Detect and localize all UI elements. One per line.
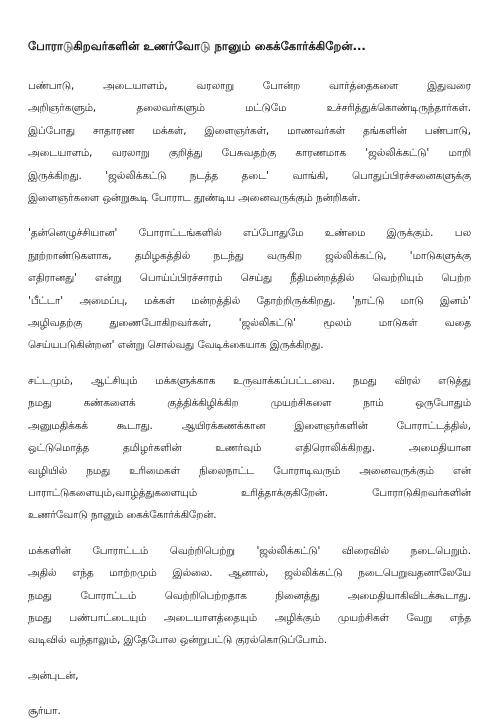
letter-closing: அன்புடன், (28, 669, 79, 682)
paragraph-line: பண்பாடு, அடையாளம், வரலாறு போன்ற வார்த்தைகளை இதுவரை (28, 80, 471, 92)
paragraph-line: ஒட்டுமொத்த தமிழர்களின் உணர்வும் எதிரொலிக்கிறது. அமைதியான (28, 442, 471, 455)
paragraph-line: எதிரானது' என்று பொய்ப்பிரச்சாரம் செய்து நீதிமன்றத்தில் வெற்றியும் பெற்ற (28, 272, 471, 285)
letter-body (28, 75, 471, 652)
paragraph-line: நமது போராட்டம் வெற்றிபெற்றதாக நினைத்து அமைதியாகிவிடக்கூடாது. (28, 589, 471, 602)
paragraph-line: அறிஞர்களும், தலைவர்களும் மட்டுமே உச்சரித்துக்கொண்டிருந்தார்கள். (28, 102, 471, 115)
paragraph-line: பாராட்டுகளையும்,வாழ்த்துகளையும் உரித்தாக்குகிறேன். போராடுகிறவர்களின் (28, 486, 471, 499)
paragraph-line: நூற்றாண்டுகளாக, தமிழகத்தில் நடந்து வருகிற ஜல்லிக்கட்டு, 'மாடுகளுக்கு (28, 249, 471, 262)
paragraph-3 (28, 370, 471, 527)
letter-signature: சூர்யா. (28, 704, 61, 717)
paragraph-line: நமது பண்பாட்டையும் அடையாளத்தையும் அழிக்கும் முயற்சிகள் வேறு எந்த (28, 611, 471, 624)
paragraph-line: 'பீட்டா' அமைப்பு, மக்கள் மன்றத்தில் தோற்றிருக்கிறது. 'நாட்டு மாடு இனம்' (28, 294, 471, 307)
paragraph-line: இப்போது சாதாரண மக்கள், இளைஞர்கள், மாணவர்கள் தங்களின் பண்பாடு, (28, 124, 471, 137)
paragraph-line: 'தன்னெழுச்சியான' போராட்டங்களில் எப்போதுமே உண்மை இருக்கும். பல (28, 227, 471, 240)
letter-title: போராடுகிறவர்களின் உணர்வோடு நானும் கைக்கோர்க்கிறேன்... (28, 39, 366, 53)
paragraph-2 (28, 222, 471, 356)
paragraph-1 (28, 75, 471, 209)
paragraph-4 (28, 540, 471, 652)
paragraph-line: மக்களின் போராட்டம் வெற்றிபெற்று 'ஜல்லிக்கட்டு' விரைவில் நடைபெறும். (28, 544, 471, 557)
paragraph-line: வழியில் நமது உரிமைகள் நிலைநாட்ட போராடிவரும் அனைவருக்கும் என் (28, 464, 471, 477)
paragraph-line: அனுமதிக்கக் கூடாது. ஆயிரக்கணக்கான இளைஞர்களின் போராட்டத்தில், (28, 419, 471, 432)
paragraph-line: இளைஞர்களை ஒன்றுகூடி போராட தூண்டிய அனைவருக்கும் நன்றிகள். (28, 192, 361, 205)
paragraph-line: அழிவதற்கு துணைபோகிறவர்கள், 'ஜல்லிகட்டு' மூலம் மாடுகள் வதை (28, 317, 471, 330)
paragraph-line: வடிவில் வந்தாலும், இதேபோல ஒன்றுபட்டு குரல்கொடுப்போம். (28, 634, 328, 647)
paragraph-line: நமது கண்களைக் குத்திக்கிழிக்கிற முயற்சிகளை நாம் ஒருபோதும் (28, 397, 471, 410)
paragraph-line: உணர்வோடு நானும் கைக்கோர்க்கிறேன். (28, 509, 217, 522)
paragraph-line: அதில் எந்த மாற்றமும் இல்லை. ஆனால், ஜல்லிக்கட்டு நடைபெறுவதனாலேயே (28, 567, 471, 580)
paragraph-line: செய்யபடுகின்றன' என்று சொல்வது வேடிக்கையாக இருக்கிறது. (28, 339, 324, 352)
paragraph-line: அடையாளம், வரலாறு குறித்து பேசுவதற்கு காரணமாக 'ஜல்லிக்கட்டு' மாறி (28, 147, 471, 160)
paragraph-line: சட்டமும், ஆட்சியும் மக்களுக்காக உருவாக்கப்பட்டவை. நமது விரல் எடுத்து (28, 374, 471, 387)
paragraph-line: இருக்கிறது. 'ஜல்லிக்கட்டு நடத்த தடை' வாங்கி, பொதுப்பிரச்சனைகளுக்கு (28, 169, 471, 182)
